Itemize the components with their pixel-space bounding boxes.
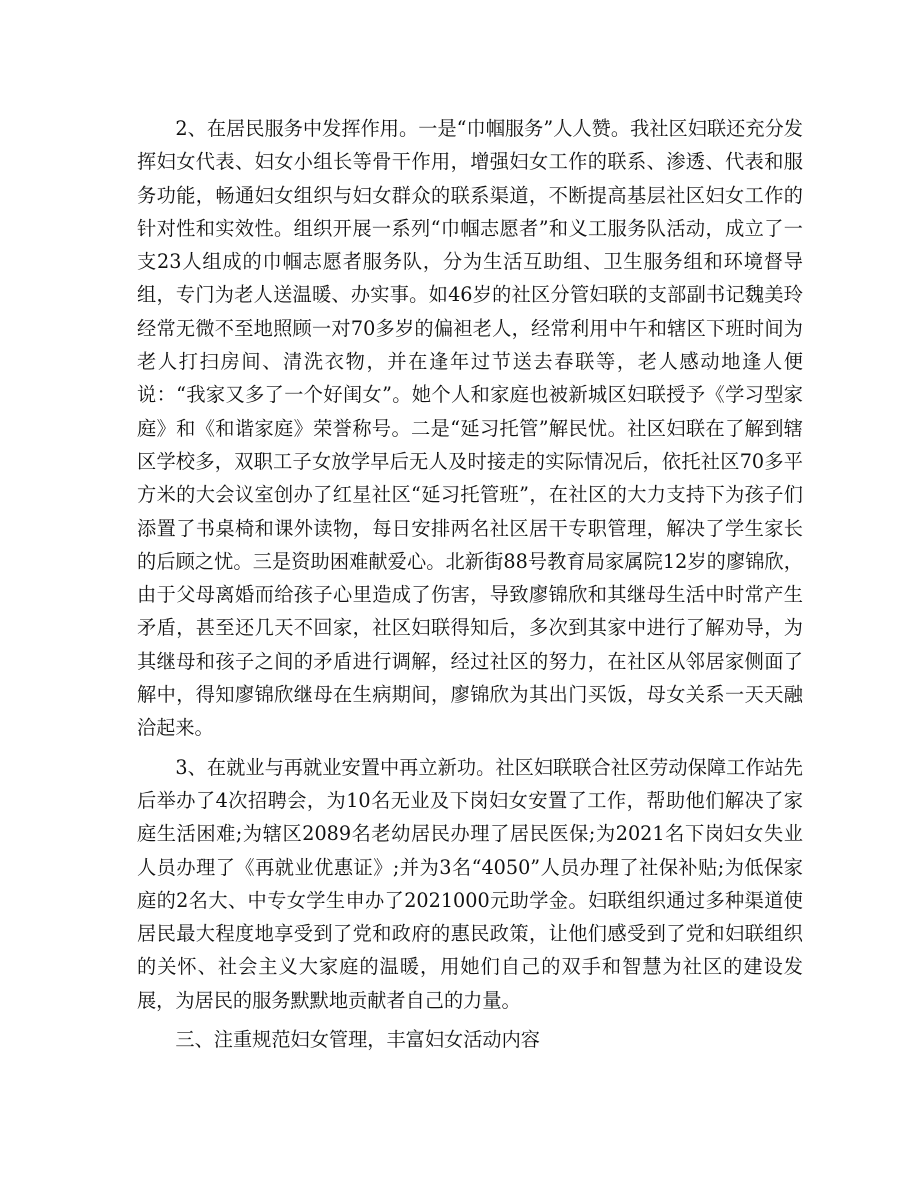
document-body (137, 112, 803, 1056)
paragraph-resident-services: 2、在居民服务中发挥作用。一是“巾帼服务”人人赞。我社区妇联还充分发挥妇女代表、妇女小组长等骨干作用，增强妇女工作的联系、渗透、代表和服务功能，畅通妇女组织与妇女群众的联系渠道，不断提高基层社区妇女工作的针对性和实效性。组织开展一系列“巾帼志愿者”和义工服务队活动，成立了一支23人组成的巾帼志愿者服务队，分为生活互助组、卫生服务组和环境督导组，专门为老人送温暖、办实事。如46岁的社区分管妇联的支部副书记魏美玲经常无微不至地照顾一对70多岁的偏袒老人，经常利用中午和辖区下班时间为老人打扫房间、清洗衣物，并在逢年过节送去春联等，老人感动地逢人便说：“我家又多了一个好闺女”。她个人和家庭也被新城区妇联授予《学习型家庭》和《和谐家庭》荣誉称号。二是“延习托管”解民忧。社区妇联在了解到辖区学校多，双职工子女放学早后无人及时接走的实际情况后，依托社区70多平方米的大会议室创办了红星社区“延习托管班”，在社区的大力支持下为孩子们添置了书桌椅和课外读物，每日安排两名社区居干专职管理，解决了学生家长的后顾之忧。三是资助困难献爱心。北新街88号教育局家属院12岁的廖锦欣，由于父母离婚而给孩子心里造成了伤害，导致廖锦欣和其继母生活中时常产生矛盾，甚至还几天不回家，社区妇联得知后，多次到其家中进行了解劝导，为其继母和孩子之间的矛盾进行调解，经过社区的努力，在社区从邻居家侧面了解中，得知廖锦欣继母在生病期间，廖锦欣为其出门买饭，母女关系一天天融洽起来。 (137, 117, 803, 740)
paragraph-employment: 3、在就业与再就业安置中再立新功。社区妇联联合社区劳动保障工作站先后举办了4次招聘会，为10名无业及下岗妇女安置了工作，帮助他们解决了家庭生活困难;为辖区2089名老幼居民办理了居民医保;为2021名下岗妇女失业人员办理了《再就业优惠证》;并为3名“4050”人员办理了社保补贴;为低保家庭的2名大、中专女学生申办了2021000元助学金。妇联组织通过多种渠道使居民最大程度地享受到了党和政府的惠民政策，让他们感受到了党和妇联组织的关怀、社会主义大家庭的温暖，用她们自己的双手和智慧为社区的建设发展，为居民的服务默默地贡献者自己的力量。 (137, 755, 803, 1012)
section-heading: 三、注重规范妇女管理，丰富妇女活动内容 (175, 1028, 540, 1052)
